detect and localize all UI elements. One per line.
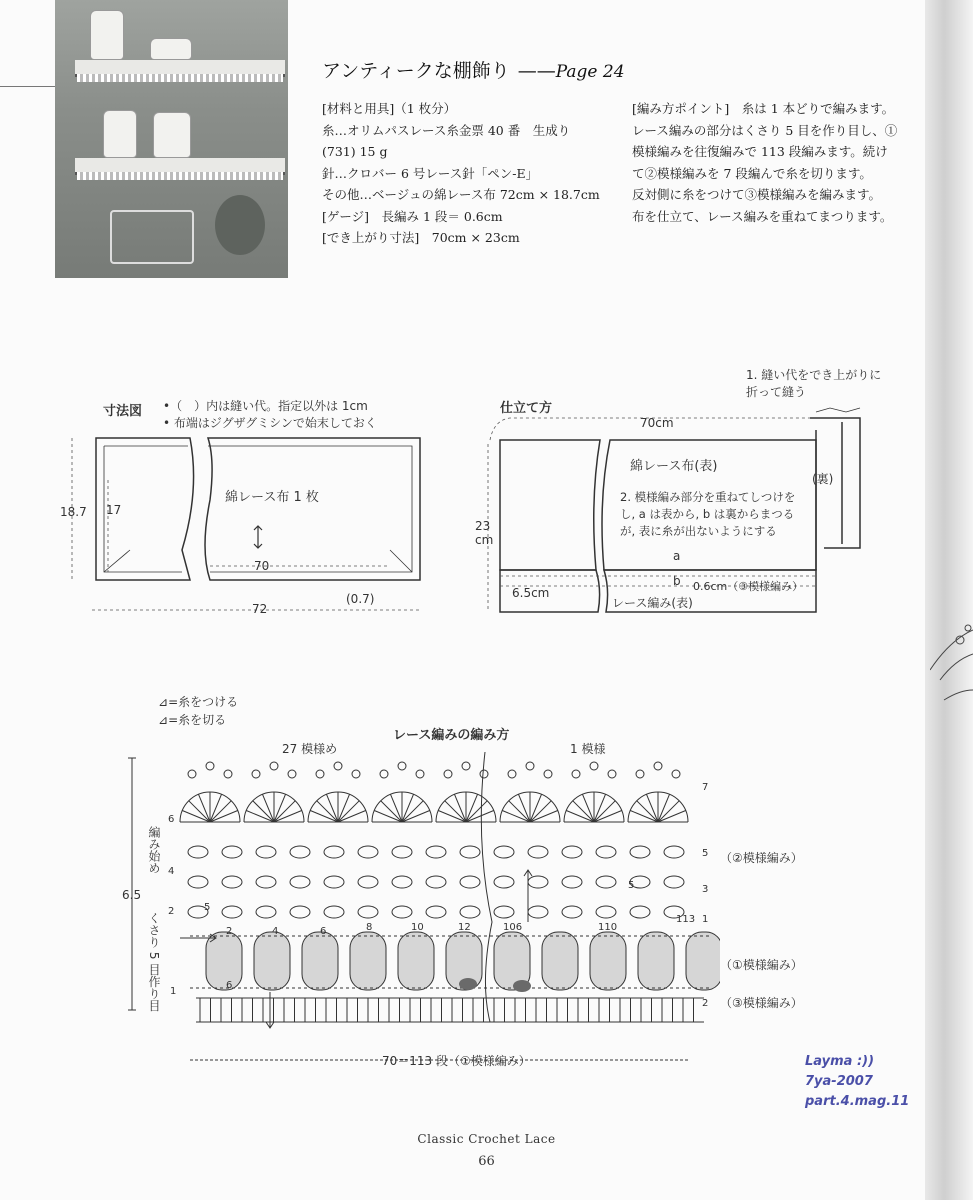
chain-loop [222,876,242,888]
pattern-oval [590,932,626,990]
chain-loop [392,906,412,918]
pattern-oval [686,932,720,990]
chain-loop [562,876,582,888]
next-page-lace [930,610,973,720]
seam-allowance: (0.7) [346,592,375,606]
wire-basket [110,210,194,264]
repeat-1-label: 1 模様 [570,742,606,756]
chain-loop [528,906,548,918]
lace-height: 6.5cm [512,586,550,600]
instructions-block [632,98,912,227]
chain-loop [290,876,310,888]
pattern-oval [638,932,674,990]
picot [672,770,680,778]
pattern-oval [302,932,338,990]
side-row: 2 [168,906,175,917]
chain-loop [494,906,514,918]
page-reference: Page 24 [555,62,625,82]
picot [480,770,488,778]
attach-yarn-icon: ⊿ [158,695,169,709]
stitch-mark: 5 [204,902,211,913]
chain-loop [188,876,208,888]
stitch-stroke [317,801,338,822]
instruction-line: 反対側に糸をつけて③模様編みを編みます。 [632,187,882,202]
side-row: 4 [168,866,175,877]
dimension-diagram [60,430,440,620]
chain-loop [358,906,378,918]
picot [608,770,616,778]
chain-loop [290,846,310,858]
instruction-line: て②模様編みを 7 段編んで糸を切ります。 [632,165,872,181]
height-outer: 18.7 [60,505,87,519]
chain-loop [426,846,446,858]
instruction-line: 布を仕立て、レース編みを重ねてまつります。 [632,208,893,224]
canister [153,112,191,158]
stitch-stroke [573,801,594,822]
instruction-line: レース編みの部分はくさり 5 目を作り目し、① [632,122,898,138]
picot [462,762,470,770]
canister [103,110,137,158]
picot [508,770,516,778]
chain-loop [256,876,276,888]
picot [334,762,342,770]
fabric-right-outline [205,438,420,580]
rule-line [0,86,55,87]
picot [288,770,296,778]
chain-loop [460,906,480,918]
picot [270,762,278,770]
stitch-stroke [274,801,295,822]
row-number: 6 [320,926,327,937]
chain-loop [664,876,684,888]
start-label: 編み始め [147,826,161,874]
chart-title: レース編みの編み方 [393,728,510,743]
finishing-step2: 2. 模様編み部分を重ねてしつけを し, a は表から, b は裏からまつる が, 表に糸が出ないようにする [620,490,796,538]
finishing-label: 仕立て方 [500,401,553,416]
stitch-mark: 5 [628,880,635,891]
stitch-stroke [210,801,231,822]
stitch-stroke [402,801,423,822]
stitch-mark: 6 [226,980,233,991]
chain-loop [222,906,242,918]
stitch-stroke [658,801,679,822]
chain-loop [460,846,480,858]
materials-line: [でき上がり寸法] 70cm × 23cm [322,230,520,245]
picot [444,770,452,778]
fabric-face-label: 綿レース布(表) [630,459,718,474]
materials-line: [材料と用具]（1 枚分） [322,101,457,116]
scale-jar [90,10,124,60]
finishing-height: 23 cm [475,519,494,547]
dimension-note: • 布端はジグザグミシンで始末しておく [163,416,377,430]
stitch-stroke [338,801,359,822]
dimension-note: •（ ）内は縫い代。指定以外は 1cm [163,399,368,413]
lace-edging [77,74,283,82]
stitch-stroke [637,801,658,822]
chain-loop [290,906,310,918]
picot [252,770,260,778]
width-outer: 72 [252,602,268,616]
page-binding [925,0,973,1200]
pattern-oval [350,932,386,990]
picot [398,762,406,770]
chain-loop [324,846,344,858]
chain-loop [528,846,548,858]
repeat-27-label: 27 模様め [282,742,338,756]
row-number: 10 [411,922,424,933]
row-number: 106 [503,922,523,933]
cut-yarn-icon: ⊿ [158,713,169,727]
picot [654,762,662,770]
picot [380,770,388,778]
stitch-stroke [530,801,551,822]
instruction-line: 模様編みを往復編みで 113 段編みます。続け [632,144,888,159]
chain-loop [460,876,480,888]
label-b: b [673,574,681,588]
side-row: 5 [702,848,709,859]
picot [352,770,360,778]
chain-loop [358,846,378,858]
dimension-diagram-label: 寸法図 [103,404,143,419]
picot [590,762,598,770]
stitch-stroke [381,801,402,822]
row-number: 113 [676,914,696,925]
lace-face-label: レース編み(表) [612,596,693,610]
shelf-photo [55,0,288,278]
chain-loop [528,876,548,888]
instruction-line: [編み方ポイント] 糸は 1 本どりで編みます。 [632,101,895,116]
side-row: 1 [170,986,177,997]
stitch-stroke [253,801,274,822]
picot [316,770,324,778]
page-number: 66 [478,1154,495,1169]
tin [150,38,192,60]
signature: Layma :)) 7ya-2007 part.4.mag.11 [805,1054,910,1109]
side-row: 6 [168,814,175,825]
chain-loop [392,876,412,888]
legend-cut: ⊿=糸を切る [158,713,227,727]
side-row: 7 [702,782,709,793]
materials-block [322,98,622,249]
chain-loop [494,876,514,888]
stitch-stroke [189,801,210,822]
section-2-label: （②模様編み） [720,851,803,865]
picot [544,770,552,778]
row-number: 4 [272,926,279,937]
stitch-stroke [509,801,530,822]
side-row: 1 [702,914,709,925]
chain-loop [494,846,514,858]
chain-loop [256,846,276,858]
section-3-label: （③模様編み） [720,996,803,1010]
row-number: 2 [226,926,233,937]
stitch-stroke [466,801,487,822]
book-title: Classic Crochet Lace [417,1132,556,1146]
materials-line: 糸…オリムパスレース糸金票 40 番 生成り [322,122,571,138]
chain-loop [358,876,378,888]
height-inner: 17 [106,503,122,517]
label-a: a [673,549,681,563]
legend-attach: ⊿=糸をつける [158,695,239,709]
chain-loop [222,846,242,858]
chain-loop [324,876,344,888]
row-number: 12 [458,922,471,933]
section-1-label: （①模様編み） [720,958,803,972]
chain-loop [664,846,684,858]
picot [526,762,534,770]
chain-loop [426,906,446,918]
stitch-stroke [445,801,466,822]
back-side-label: (裏) [812,472,834,486]
picot [416,770,424,778]
materials-line: (731) 15 g [322,144,388,159]
finishing-width: 70cm [640,416,674,430]
picot [636,770,644,778]
chain-loop [596,876,616,888]
chain-loop [324,906,344,918]
chain-loop [630,906,650,918]
picot [224,770,232,778]
pattern-oval [542,932,578,990]
width-inner: 70 [254,559,270,573]
picot [206,762,214,770]
row-number: 110 [598,922,618,933]
picot [188,770,196,778]
stitch-stroke [594,801,615,822]
chain-loop [392,846,412,858]
pattern-oval [254,932,290,990]
lace-edging [77,172,283,180]
picot [572,770,580,778]
materials-line: [ゲージ] 長編み 1 段＝ 0.6cm [322,208,503,224]
chain-loop [188,846,208,858]
chain-loop [630,846,650,858]
side-row: 2 [702,998,709,1009]
page-title: アンティークな棚飾り ——Page 24 [322,60,625,82]
fabric-label: 綿レース布 1 枚 [225,490,319,505]
materials-line: その他…ベージュの綿レース布 72cm × 18.7cm [322,187,600,202]
chain-loop [562,846,582,858]
chart-width: 70＝113 段（①模様編み） [382,1054,531,1068]
chain-loop [426,876,446,888]
pattern-height: 0.6cm（③模様編み） [693,580,804,593]
finishing-step1: 1. 縫い代をでき上がりに 折って縫う [746,368,882,399]
pattern-oval [398,932,434,990]
chain-loop [562,906,582,918]
chain-loop [256,906,276,918]
plant [215,195,265,255]
chain-label: くさり 5 目作り目 [147,912,161,1012]
chain-loop [596,846,616,858]
chain-loop [596,906,616,918]
materials-line: 針…クロバー 6 号レース針「ペン-E」 [322,165,539,181]
row-number: 8 [366,922,373,933]
side-row: 3 [702,884,709,895]
chart-height: 6.5 [122,888,142,902]
